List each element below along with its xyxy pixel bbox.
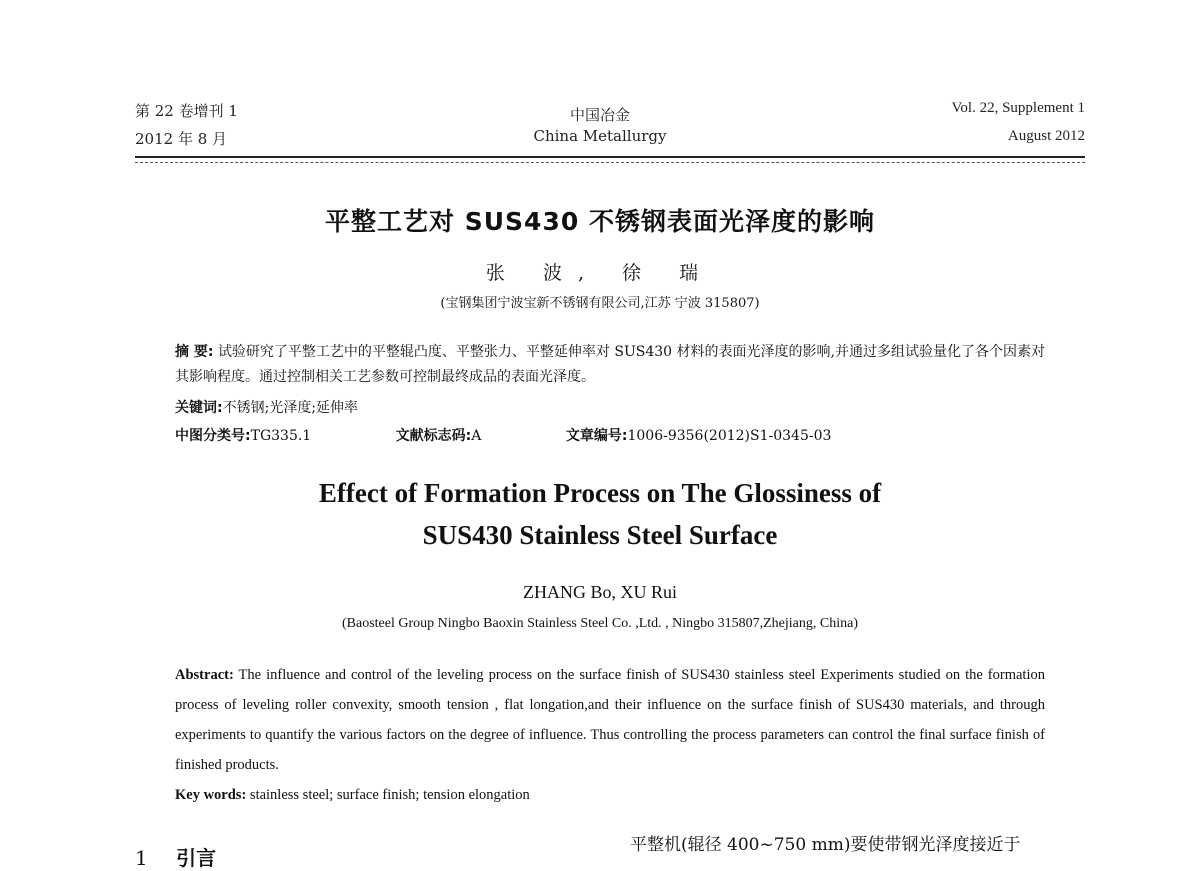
- affiliation-cn: (宝钢集团宁波宝新不锈钢有限公司,江苏 宁波 315807): [440, 296, 760, 311]
- clc-value: TG335.1: [250, 428, 312, 444]
- keywords-cn: [175, 396, 1055, 421]
- header-date-en: August 2012: [1007, 128, 1085, 144]
- keywords-text-cn: 不锈钢;光泽度;延伸率: [222, 400, 359, 416]
- keywords-label-en: Key words:: [175, 787, 247, 803]
- keywords-text-en: stainless steel; surface finish; tension elongation: [249, 787, 530, 803]
- abstract-label-cn: 摘 要:: [175, 344, 214, 360]
- keywords-en: [175, 780, 1045, 810]
- section-number: 1: [135, 846, 148, 870]
- abstract-cn: [175, 340, 1055, 390]
- clc-label: 中图分类号:: [175, 428, 251, 444]
- authors-en: ZHANG Bo, XU Rui: [522, 582, 677, 602]
- abstract-label-en: Abstract:: [175, 667, 234, 683]
- affiliation-en: (Baosteel Group Ningbo Baoxin Stainless Steel Co. ,Ltd. , Ningbo 315807,Zhejiang, China): [342, 616, 858, 631]
- journal-name-cn: 中国冶金: [569, 106, 630, 124]
- header-date-cn: 2012 年 8 月: [135, 130, 228, 148]
- doc-code-value: A: [471, 428, 482, 444]
- header-rule-secondary: [135, 162, 1085, 163]
- abstract-text-en: The influence and control of the leveling process on the surface finish of SUS430 stainless steel Experiments studied on the formation process of leveling roller convexity, smooth tension , flat longation,and their influence on the surface finish of SUS430 materials, and through experiments to quantify the various factors on the degree of influence. Thus controlling the process parameters can control the final surface finish of finished products.: [175, 667, 1045, 773]
- body-text-right-column: 平整机(辊径 400~750 mm)要使带钢光泽度接近于: [630, 835, 1021, 855]
- header-volume-en: Vol. 22, Supplement 1: [951, 100, 1085, 116]
- classification-line: [175, 424, 1055, 449]
- header-volume: 第 22 卷增刊 1: [135, 102, 238, 120]
- paper-title-cn: 平整工艺对 SUS430 不锈钢表面光泽度的影响: [325, 207, 875, 236]
- section-title: 引言: [176, 846, 217, 870]
- abstract-text-cn: 试验研究了平整工艺中的平整辊凸度、平整张力、平整延伸率对 SUS430 材料的表面光泽度的影响,并通过多组试验量化了各个因素对其影响程度。通过控制相关工艺参数可控制最终成品的表面光泽度。: [175, 344, 1045, 385]
- authors-cn: 张 波, 徐 瑞: [485, 262, 715, 284]
- section-heading: [135, 842, 216, 871]
- doc-code-label: 文献标志码:: [395, 428, 472, 444]
- article-no-label: 文章编号:: [565, 428, 628, 444]
- keywords-label-cn: 关键词:: [175, 400, 223, 416]
- journal-name-en: China Metallurgy: [533, 127, 667, 145]
- paper-title-en-line1: Effect of Formation Process on The Glossiness of: [318, 478, 882, 508]
- abstract-en: [175, 660, 1045, 780]
- paper-title-en-line2: SUS430 Stainless Steel Surface: [422, 520, 778, 550]
- article-no-value: 1006-9356(2012)S1-0345-03: [627, 428, 832, 444]
- header-rule: [135, 156, 1085, 158]
